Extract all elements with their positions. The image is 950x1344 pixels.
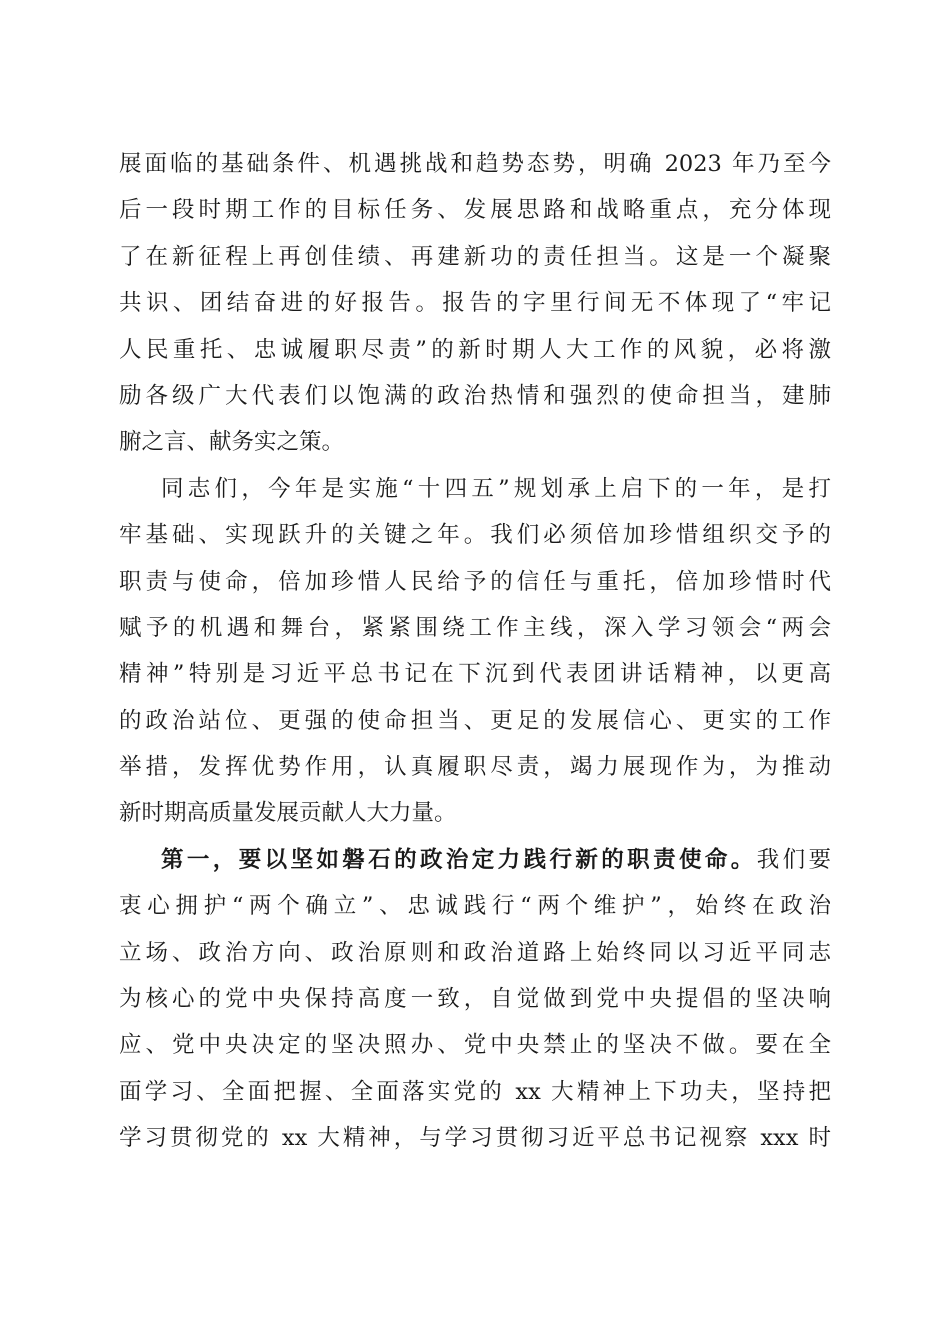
text-line: 应、党中央决定的坚决照办、党中央禁止的坚决不做。要在全 [119,1032,831,1059]
text-line: 衷心拥护“两个确立”、忠诚践行“两个维护”，始终在政治 [119,893,831,920]
text-line: 举措，发挥优势作用，认真履职尽责，竭力展现作为，为推动 [119,754,831,781]
text-line: 同志们，今年是实施“十四五”规划承上启下的一年，是打 [161,475,831,502]
bold-heading: 第一，要以坚如磐石的政治定力践行新的职责使命。 [161,846,757,873]
text-line: 人民重托、忠诚履职尽责”的新时期人大工作的风貌，必将激 [119,336,831,363]
document-body [119,141,831,1162]
lead-rest: 我们要 [756,846,831,873]
text-line: 赋予的机遇和舞台，紧紧围绕工作主线，深入学习领会“两会 [119,614,831,641]
text-line: 腑之言、献务实之策。 [119,429,345,456]
text-line: 了在新征程上再创佳绩、再建新功的责任担当。这是一个凝聚 [119,243,831,270]
text-line: 共识、团结奋进的好报告。报告的字里行间无不体现了“牢记 [119,290,831,317]
text-line: 的政治站位、更强的使命担当、更足的发展信心、更实的工作 [119,707,831,734]
text-line: 面学习、全面把握、全面落实党的 xx 大精神上下功夫，坚持把 [119,1078,831,1105]
text-line: 新时期高质量发展贡献人大力量。 [119,800,457,827]
text-line: 后一段时期工作的目标任务、发展思路和战略重点，充分体现 [119,197,831,224]
paragraph-1 [119,141,831,466]
text-line-lead [119,837,831,883]
paragraph-2 [119,466,831,837]
text-line: 职责与使命，倍加珍惜人民给予的信任与重托，倍加珍惜时代 [119,568,831,595]
paragraph-3 [119,837,831,1162]
text-line: 为核心的党中央保持高度一致，自觉做到党中央提倡的坚决响 [119,986,831,1013]
text-line: 学习贯彻党的 xx 大精神，与学习贯彻习近平总书记视察 xxx 时 [119,1125,831,1152]
text-line: 励各级广大代表们以饱满的政治热情和强烈的使命担当，建肺 [119,382,831,409]
text-line: 立场、政治方向、政治原则和政治道路上始终同以习近平同志 [119,939,831,966]
text-line: 展面临的基础条件、机遇挑战和趋势态势，明确 2023 年乃至今 [119,151,831,177]
text-line: 牢基础、实现跃升的关键之年。我们必须倍加珍惜组织交予的 [119,522,831,549]
text-line: 精神”特别是习近平总书记在下沉到代表团讲话精神，以更高 [119,661,831,688]
